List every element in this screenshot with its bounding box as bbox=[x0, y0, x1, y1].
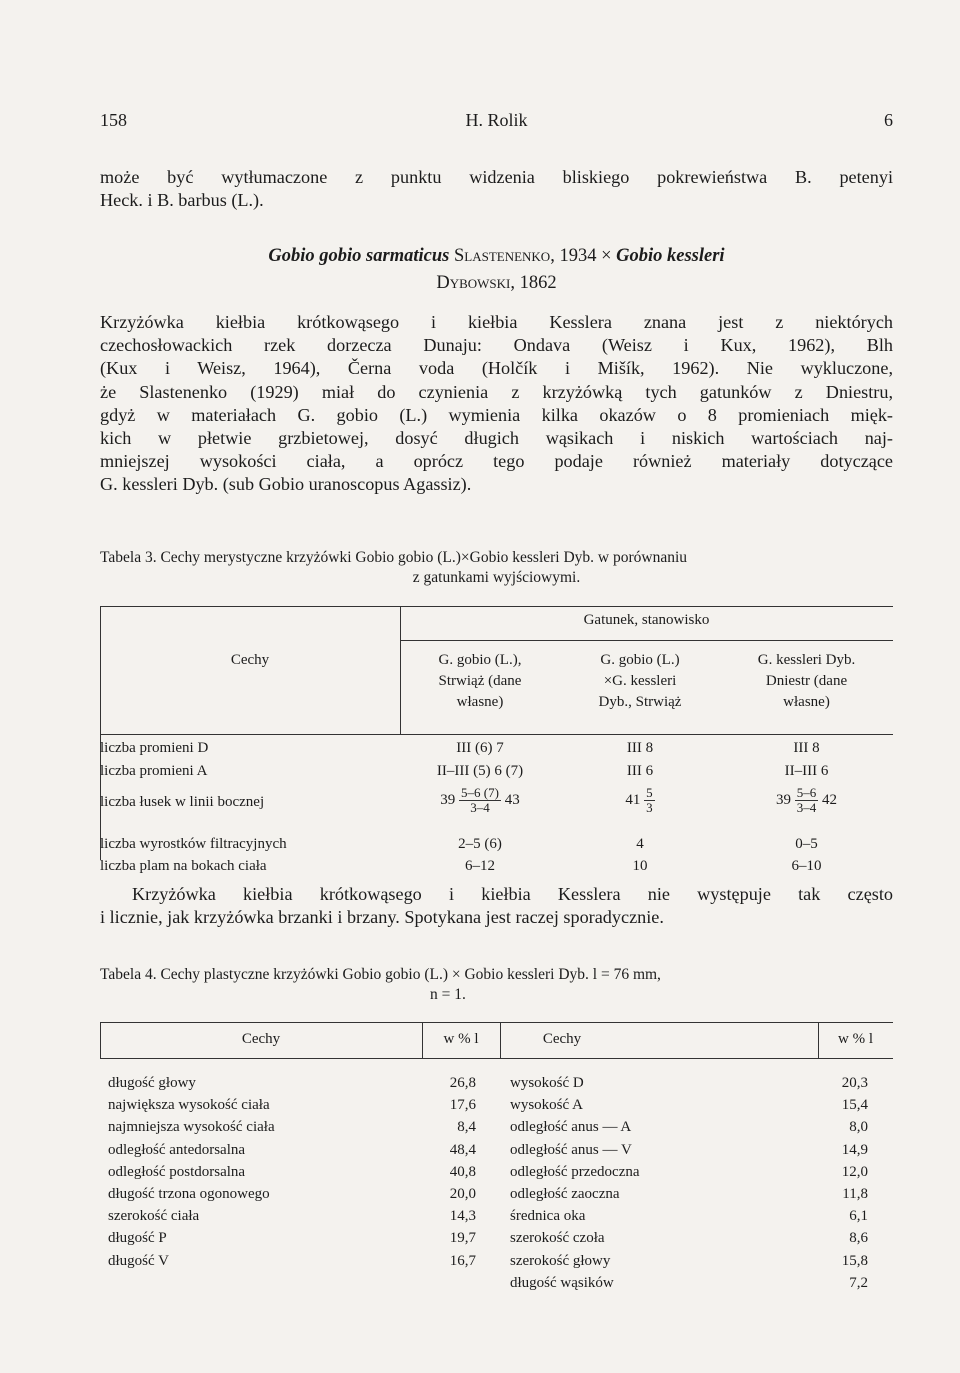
caption-line: n = 1. bbox=[430, 986, 466, 1003]
table-cell: II–III 6 bbox=[784, 763, 829, 779]
table-cell: III 8 bbox=[626, 740, 654, 756]
row-value: 16,7 bbox=[449, 1252, 476, 1269]
header-line: własne) bbox=[783, 694, 830, 710]
row-label: liczba promieni A bbox=[100, 763, 208, 779]
paragraph-continuation bbox=[100, 166, 893, 212]
scale-above: 5–6 (7) bbox=[461, 785, 499, 800]
header-line: ×G. kessleri bbox=[603, 673, 677, 689]
table-cell: II–III (5) 6 (7) bbox=[436, 763, 524, 779]
row-label: najmniejsza wysokość ciała bbox=[108, 1119, 275, 1136]
row-value: 48,4 bbox=[449, 1141, 476, 1158]
column-header-cechy-left: Cechy bbox=[241, 1031, 281, 1047]
text-line: że Slastenenko (1929) miał do czynienia z krzyżówką tych gatunków z Dniestru, bbox=[100, 381, 893, 402]
row-label: szerokość czoła bbox=[510, 1230, 605, 1247]
row-value: 8,4 bbox=[457, 1119, 476, 1136]
scale-fraction bbox=[644, 786, 655, 815]
row-value: 20,3 bbox=[841, 1075, 868, 1091]
header-line: G. kessleri Dyb. bbox=[757, 652, 856, 668]
row-label: długość trzona ogonowego bbox=[108, 1186, 270, 1202]
table4 bbox=[100, 1022, 893, 1302]
table-cell: 10 bbox=[632, 858, 648, 874]
row-value: 15,4 bbox=[841, 1097, 868, 1114]
row-label: długość głowy bbox=[108, 1075, 196, 1091]
heading-author-1: Slastenenko, 1934 × bbox=[453, 246, 617, 266]
row-value: 17,6 bbox=[449, 1097, 476, 1114]
row-label: długość V bbox=[108, 1252, 169, 1269]
text-line: gdyż w materiałach G. gobio (L.) wymienia kilka okazów o 8 promieniach mięk- bbox=[100, 404, 893, 425]
scale-count: 39 bbox=[440, 791, 456, 808]
table-rule bbox=[100, 1058, 893, 1059]
table-rule bbox=[400, 640, 893, 641]
table-cell: 2–5 (6) bbox=[458, 836, 502, 852]
text-line: (Kux i Weisz, 1964), Černa voda (Holčík i Mišík, 1962). Nie wykluczone, bbox=[100, 358, 893, 379]
row-label: odległość przedoczna bbox=[510, 1163, 640, 1180]
text-line: Krzyżówka kiełbia krótkowąsego i kiełbia Kesslera nie występuje tak często bbox=[132, 884, 893, 904]
text-line: czechosłowackich rzek dorzecza Dunaju: Ondava (Weisz i Kux, 1962), Blh bbox=[100, 335, 893, 356]
text-line: G. kessleri Dyb. (sub Gobio uranoscopus Agassiz). bbox=[100, 474, 472, 495]
text-line: Krzyżówka kiełbia krótkowąsego i kiełbia Kesslera znana jest z niektórych bbox=[100, 312, 893, 332]
row-value: 6,1 bbox=[849, 1208, 868, 1225]
row-value: 11,8 bbox=[842, 1186, 868, 1202]
header-line: własne) bbox=[456, 694, 504, 710]
scale-fraction bbox=[795, 786, 819, 815]
row-value: 19,7 bbox=[449, 1230, 476, 1247]
column-header-percent-right: w % l bbox=[838, 1031, 873, 1047]
row-label: liczba łusek w linii bocznej bbox=[100, 794, 265, 810]
group-header: Gatunek, stanowisko bbox=[583, 612, 710, 628]
row-value: 14,3 bbox=[449, 1208, 476, 1225]
caption-line: Tabela 3. Cechy merystyczne krzyżówki Gobio gobio (L.)×Gobio kessleri Dyb. w porównaniu bbox=[100, 549, 688, 566]
table-cell: III 8 bbox=[793, 740, 820, 756]
page-number: 158 bbox=[100, 110, 127, 130]
scale-count: 41 bbox=[625, 791, 641, 808]
table4-caption bbox=[100, 965, 893, 1005]
heading-taxon-2: Gobio kessleri bbox=[616, 246, 725, 266]
column-header-percent-left: w % l bbox=[443, 1031, 479, 1047]
column-header-hybrid bbox=[560, 650, 720, 713]
row-label: wysokość D bbox=[510, 1075, 584, 1091]
row-label: długość wąsików bbox=[510, 1274, 614, 1291]
table-rule bbox=[100, 606, 101, 860]
row-label: odległość zaoczna bbox=[510, 1186, 620, 1202]
row-label: odległość antedorsalna bbox=[108, 1141, 246, 1158]
table-cell: III (6) 7 bbox=[456, 740, 504, 756]
row-label: liczba promieni D bbox=[100, 740, 209, 756]
row-value: 26,8 bbox=[449, 1075, 476, 1091]
scale-fraction bbox=[459, 786, 501, 815]
caption-line: Tabela 4. Cechy plastyczne krzyżówki Gobio gobio (L.) × Gobio kessleri Dyb. l = 76 mm, bbox=[100, 966, 661, 983]
row-label: szerokość ciała bbox=[108, 1208, 200, 1225]
table-cell bbox=[400, 786, 560, 815]
heading-taxon-1: Gobio gobio sarmaticus bbox=[268, 246, 450, 266]
row-label: średnica oka bbox=[510, 1208, 586, 1225]
row-label: największa wysokość ciała bbox=[108, 1097, 270, 1114]
table-cell: 6–12 bbox=[465, 858, 495, 874]
table-cell bbox=[560, 786, 720, 815]
table-rule bbox=[100, 1022, 893, 1023]
table-rule bbox=[100, 734, 893, 735]
row-value: 20,0 bbox=[449, 1186, 476, 1202]
caption-line: z gatunkami wyjściowymi. bbox=[412, 569, 581, 586]
row-value: 40,8 bbox=[449, 1163, 476, 1180]
table3-caption bbox=[100, 548, 893, 588]
scale-above: 5–6 bbox=[796, 785, 817, 800]
scale-below: 3–4 bbox=[796, 800, 817, 815]
header-line: Strwiąż (dane bbox=[438, 673, 522, 689]
table-cell: 0–5 bbox=[795, 836, 818, 852]
row-value: 15,8 bbox=[841, 1252, 868, 1269]
text-line: i licznie, jak krzyżówka brzanki i brzany. Spotykana jest raczej sporadycznie. bbox=[100, 907, 664, 928]
row-value: 8,6 bbox=[849, 1230, 868, 1247]
row-label: długość P bbox=[108, 1230, 167, 1247]
row-label: odległość anus — V bbox=[510, 1141, 632, 1158]
running-head bbox=[100, 110, 893, 136]
row-label: odległość anus — A bbox=[510, 1119, 632, 1136]
scale-count: 39 bbox=[776, 791, 791, 808]
column-header-cechy-right: Cechy bbox=[542, 1031, 582, 1047]
heading-author-2: Dybowski, 1862 bbox=[436, 273, 557, 293]
table-cell: III 6 bbox=[626, 763, 654, 779]
paragraph-main bbox=[100, 311, 893, 497]
row-label: szerokość głowy bbox=[510, 1252, 611, 1269]
scale-count: 43 bbox=[504, 791, 520, 808]
text-line: mniejszej wysokości ciała, a oprócz tego podaje również materiały dotyczące bbox=[100, 451, 893, 472]
text-line: Heck. i B. barbus (L.). bbox=[100, 190, 264, 211]
column-header-cechy: Cechy bbox=[230, 652, 270, 668]
row-label: liczba plam na bokach ciała bbox=[100, 858, 267, 874]
table-cell: 6–10 bbox=[791, 858, 822, 874]
table-rule bbox=[100, 606, 893, 607]
scale-above: 5 bbox=[646, 785, 653, 800]
row-label: liczba wyrostków filtracyjnych bbox=[100, 836, 287, 852]
row-label: wysokość A bbox=[510, 1097, 583, 1114]
scale-below: 3 bbox=[646, 800, 653, 815]
table-cell: 4 bbox=[636, 836, 644, 852]
table-cell bbox=[720, 786, 893, 815]
table3 bbox=[100, 606, 893, 874]
scale-count: 42 bbox=[822, 791, 837, 808]
row-value: 14,9 bbox=[841, 1141, 868, 1158]
row-value: 12,0 bbox=[841, 1163, 868, 1180]
header-line: G. gobio (L.), bbox=[438, 652, 522, 668]
section-heading bbox=[100, 243, 893, 297]
scale-below: 3–4 bbox=[470, 800, 490, 815]
header-line: G. gobio (L.) bbox=[600, 652, 680, 668]
row-value: 7,2 bbox=[849, 1274, 868, 1291]
row-label: odległość postdorsalna bbox=[108, 1163, 246, 1180]
text-line: kich w płetwie grzbietowej, dosyć długich wąsikach i niskich wartościach naj- bbox=[100, 427, 893, 448]
section-number: 6 bbox=[884, 110, 893, 130]
header-line: Dniestr (dane bbox=[765, 673, 848, 689]
paragraph-remark bbox=[100, 883, 893, 929]
row-value: 8,0 bbox=[849, 1119, 868, 1136]
running-author: H. Rolik bbox=[465, 110, 528, 130]
text-line: może być wytłumaczone z punktu widzenia bliskiego pokrewieństwa B. petenyi bbox=[100, 167, 893, 187]
column-header-gobio bbox=[400, 650, 560, 713]
header-line: Dyb., Strwiąż bbox=[598, 694, 682, 710]
column-header-kessleri bbox=[720, 650, 893, 713]
